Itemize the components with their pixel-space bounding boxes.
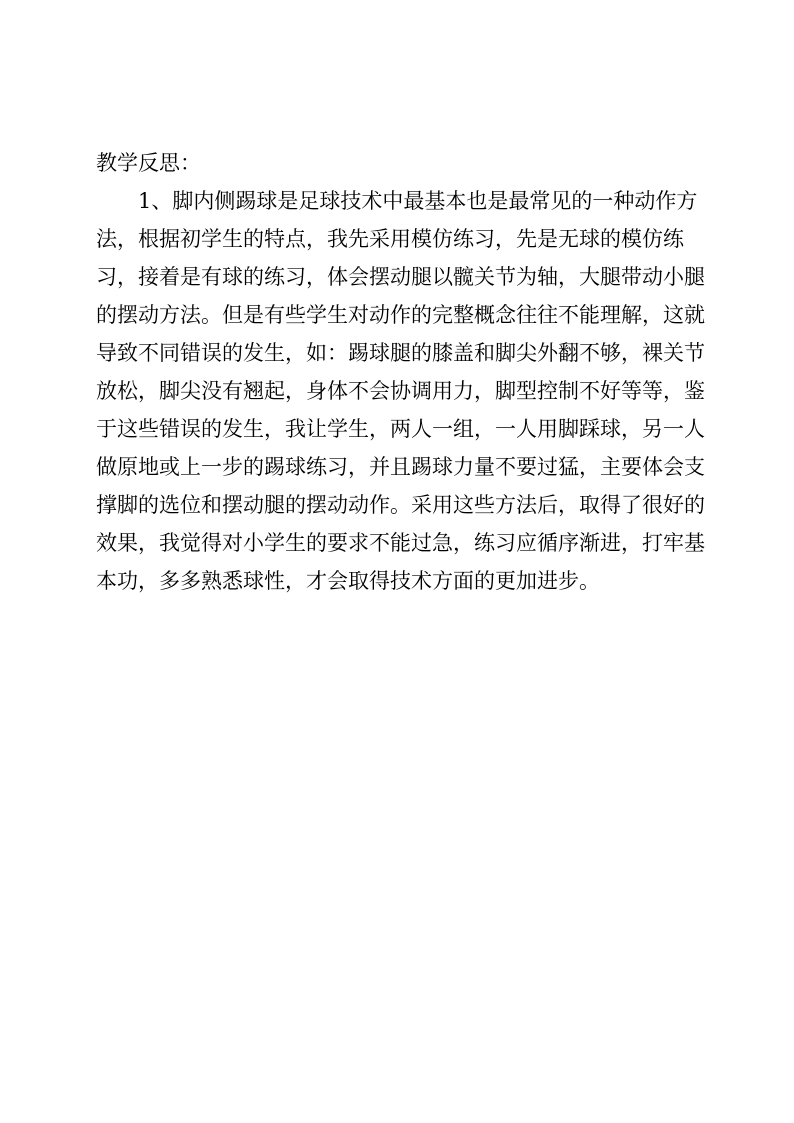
reflection-heading: 教学反思：: [96, 151, 201, 175]
paragraph-line: 本功，多多熟悉球性，才会取得技术方面的更加进步。: [96, 569, 600, 593]
paragraph-line: 效果，我觉得对小学生的要求不能过急，练习应循序渐进，打牢基: [96, 531, 705, 555]
paragraph-line: 的摆动方法。但是有些学生对动作的完整概念往往不能理解，这就: [96, 303, 705, 327]
paragraph-line: 撑脚的选位和摆动腿的摆动动作。采用这些方法后，取得了很好的: [96, 493, 705, 517]
paragraph-line: 习，接着是有球的练习，体会摆动腿以髋关节为轴，大腿带动小腿: [96, 265, 705, 289]
paragraph-line: 于这些错误的发生，我让学生，两人一组，一人用脚踩球，另一人: [96, 417, 705, 441]
paragraph-line: 导致不同错误的发生，如：踢球腿的膝盖和脚尖外翻不够，裸关节: [96, 341, 705, 365]
paragraph-line: 1、脚内侧踢球是足球技术中最基本也是最常见的一种动作方: [138, 189, 698, 213]
paragraph-line: 法，根据初学生的特点，我先采用模仿练习，先是无球的模仿练: [96, 227, 684, 251]
paragraph-line: 放松，脚尖没有翘起，身体不会协调用力，脚型控制不好等等，鉴: [96, 379, 705, 403]
reflection-paragraph: [96, 182, 716, 600]
paragraph-line: 做原地或上一步的踢球练习，并且踢球力量不要过猛，主要体会支: [96, 455, 705, 479]
document-body: [96, 144, 716, 600]
